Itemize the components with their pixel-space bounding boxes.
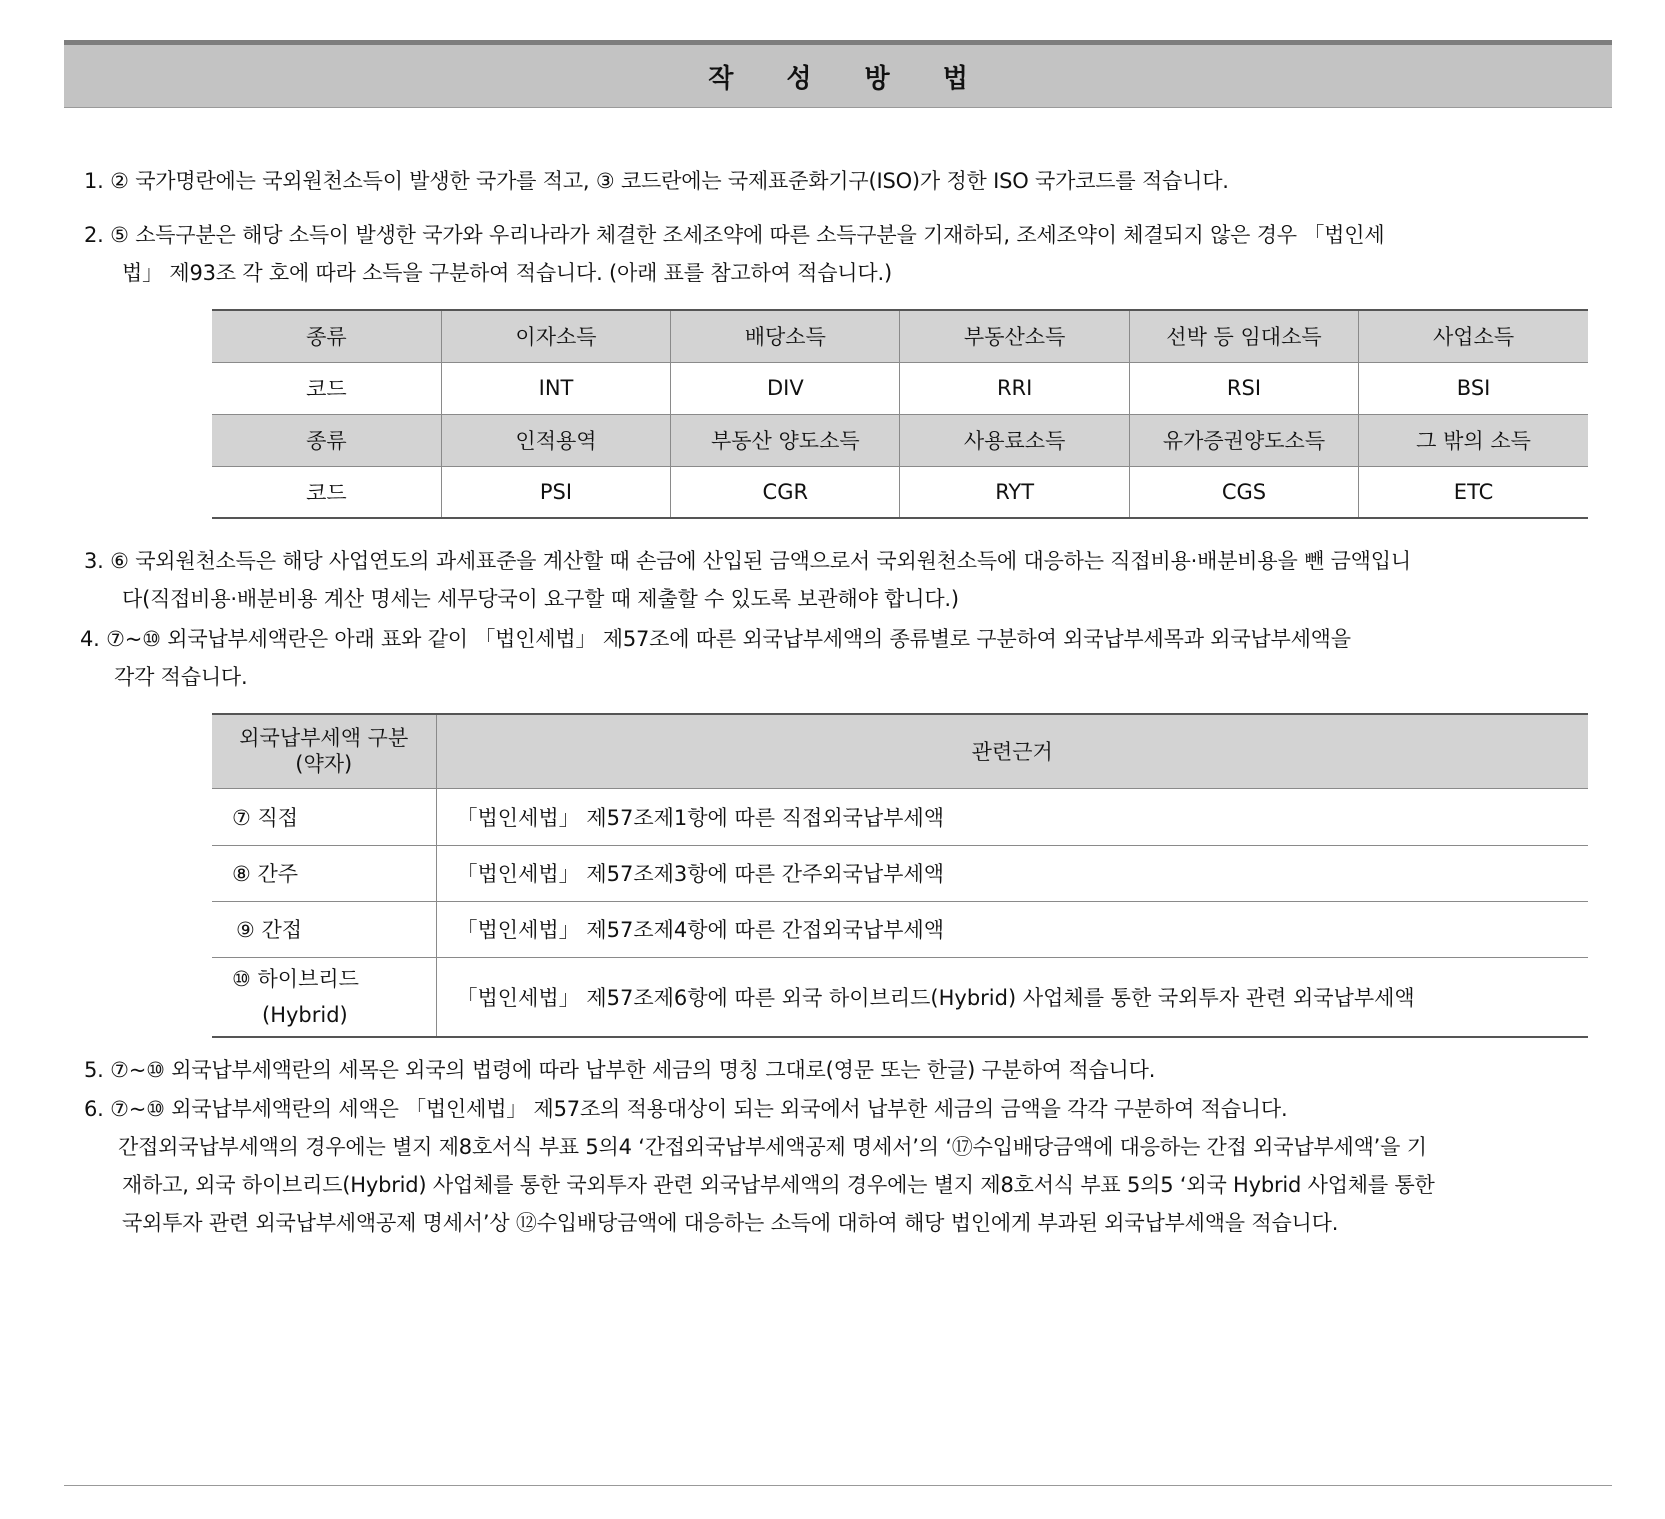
- cell-line: (Hybrid): [262, 1002, 348, 1027]
- instruction-line: 5. ⑦~⑩ 외국납부세액란의 세목은 외국의 법령에 따라 납부한 세금의 명칭 그대로(영문 또는 한글) 구분하여 적습니다.: [84, 1058, 1156, 1082]
- table-cell: 「법인세법」 제57조제3항에 따른 간주외국납부세액: [436, 845, 1588, 901]
- table-header-cell: 관련근거: [436, 714, 1588, 788]
- instruction-item-2: [84, 216, 1384, 292]
- table-row: [212, 901, 1588, 957]
- table-cell: 인적용역: [441, 414, 670, 466]
- section-title: 작 성 방 법: [708, 63, 990, 94]
- table-cell: INT: [441, 362, 670, 414]
- header-label: 외국납부세액 구분: [239, 726, 409, 751]
- table-cell: RSI: [1129, 362, 1358, 414]
- bottom-divider: [64, 1485, 1612, 1486]
- table-row: [212, 845, 1588, 901]
- instruction-item-3: [84, 542, 1411, 618]
- table-cell: 코드: [212, 466, 441, 518]
- section-title-bar: [64, 40, 1612, 108]
- instruction-line: 각각 적습니다.: [114, 665, 248, 689]
- table-cell: 「법인세법」 제57조제4항에 따른 간접외국납부세액: [436, 901, 1588, 957]
- table-cell: 종류: [212, 310, 441, 362]
- table-cell: 부동산 양도소득: [671, 414, 900, 466]
- instruction-item-4: [80, 620, 1351, 696]
- instruction-line: 간접외국납부세액의 경우에는 별지 제8호서식 부표 5의4 ‘간접외국납부세액공제 명세서’의 ‘⑰수입배당금액에 대응하는 간접 외국납부세액’을 기: [118, 1135, 1427, 1159]
- table-row: [212, 414, 1588, 466]
- table-header-cell: [212, 714, 436, 788]
- table-cell: RRI: [900, 362, 1129, 414]
- instruction-line: 6. ⑦~⑩ 외국납부세액란의 세액은 「법인세법」 제57조의 적용대상이 되는 외국에서 납부한 세금의 금액을 각각 구분하여 적습니다.: [84, 1097, 1288, 1121]
- table-cell: PSI: [441, 466, 670, 518]
- instruction-line: 국외투자 관련 외국납부세액공제 명세서’상 ⑫수입배당금액에 대응하는 소득에 대하여 해당 법인에게 부과된 외국납부세액을 적습니다.: [122, 1211, 1339, 1235]
- header-label: (약자): [295, 752, 353, 777]
- instruction-line: 3. ⑥ 국외원천소득은 해당 사업연도의 과세표준을 계산할 때 손금에 산입된 금액으로서 국외원천소득에 대응하는 직접비용·배분비용을 뺀 금액입니: [84, 549, 1411, 573]
- table-cell: 배당소득: [671, 310, 900, 362]
- table-row: [212, 310, 1588, 362]
- cell-line: ⑩ 하이브리드: [232, 966, 359, 991]
- instruction-line: 법」 제93조 각 호에 따라 소득을 구분하여 적습니다. (아래 표를 참고하여 적습니다.): [122, 261, 892, 285]
- table-cell: 「법인세법」 제57조제6항에 따른 외국 하이브리드(Hybrid) 사업체를 통한 국외투자 관련 외국납부세액: [436, 957, 1588, 1037]
- table-row: [212, 957, 1588, 1037]
- table-cell: [212, 957, 436, 1037]
- instruction-item-1: [84, 162, 1229, 200]
- table-row: [212, 362, 1588, 414]
- instruction-line: 2. ⑤ 소득구분은 해당 소득이 발생한 국가와 우리나라가 체결한 조세조약에 따른 소득구분을 기재하되, 조세조약이 체결되지 않은 경우 「법인세: [84, 223, 1385, 247]
- table-cell: 사업소득: [1359, 310, 1588, 362]
- table-cell: CGS: [1129, 466, 1358, 518]
- table-cell: 이자소득: [441, 310, 670, 362]
- table-cell: 코드: [212, 362, 441, 414]
- instruction-line: 4. ⑦~⑩ 외국납부세액란은 아래 표와 같이 「법인세법」 제57조에 따른 외국납부세액의 종류별로 구분하여 외국납부세목과 외국납부세액을: [80, 627, 1351, 651]
- table-cell: 유가증권양도소득: [1129, 414, 1358, 466]
- table-cell: ⑨ 간접: [212, 901, 436, 957]
- instruction-line: 다(직접비용·배분비용 계산 명세는 세무당국이 요구할 때 제출할 수 있도록 보관해야 합니다.): [122, 587, 959, 611]
- table-row: [212, 788, 1588, 845]
- table-cell: DIV: [671, 362, 900, 414]
- foreign-tax-table: [212, 713, 1588, 1038]
- table-cell: 「법인세법」 제57조제1항에 따른 직접외국납부세액: [436, 788, 1588, 845]
- table-header-row: [212, 714, 1588, 788]
- instruction-line: 1. ② 국가명란에는 국외원천소득이 발생한 국가를 적고, ③ 코드란에는 국제표준화기구(ISO)가 정한 ISO 국가코드를 적습니다.: [84, 169, 1229, 193]
- table-cell: ⑧ 간주: [212, 845, 436, 901]
- table-cell: 선박 등 임대소득: [1129, 310, 1358, 362]
- table-cell: RYT: [900, 466, 1129, 518]
- table-cell: ⑦ 직접: [212, 788, 436, 845]
- income-code-table: [212, 309, 1588, 519]
- instruction-line: 재하고, 외국 하이브리드(Hybrid) 사업체를 통한 국외투자 관련 외국납부세액의 경우에는 별지 제8호서식 부표 5의5 ‘외국 Hybrid 사업체를 통한: [122, 1173, 1435, 1197]
- instruction-item-5: [84, 1051, 1155, 1089]
- instruction-item-6: [84, 1090, 1435, 1242]
- table-cell: ETC: [1359, 466, 1588, 518]
- table-cell: CGR: [671, 466, 900, 518]
- table-cell: 사용료소득: [900, 414, 1129, 466]
- table-cell: 그 밖의 소득: [1359, 414, 1588, 466]
- table-row: [212, 466, 1588, 518]
- table-cell: 종류: [212, 414, 441, 466]
- table-cell: BSI: [1359, 362, 1588, 414]
- table-cell: 부동산소득: [900, 310, 1129, 362]
